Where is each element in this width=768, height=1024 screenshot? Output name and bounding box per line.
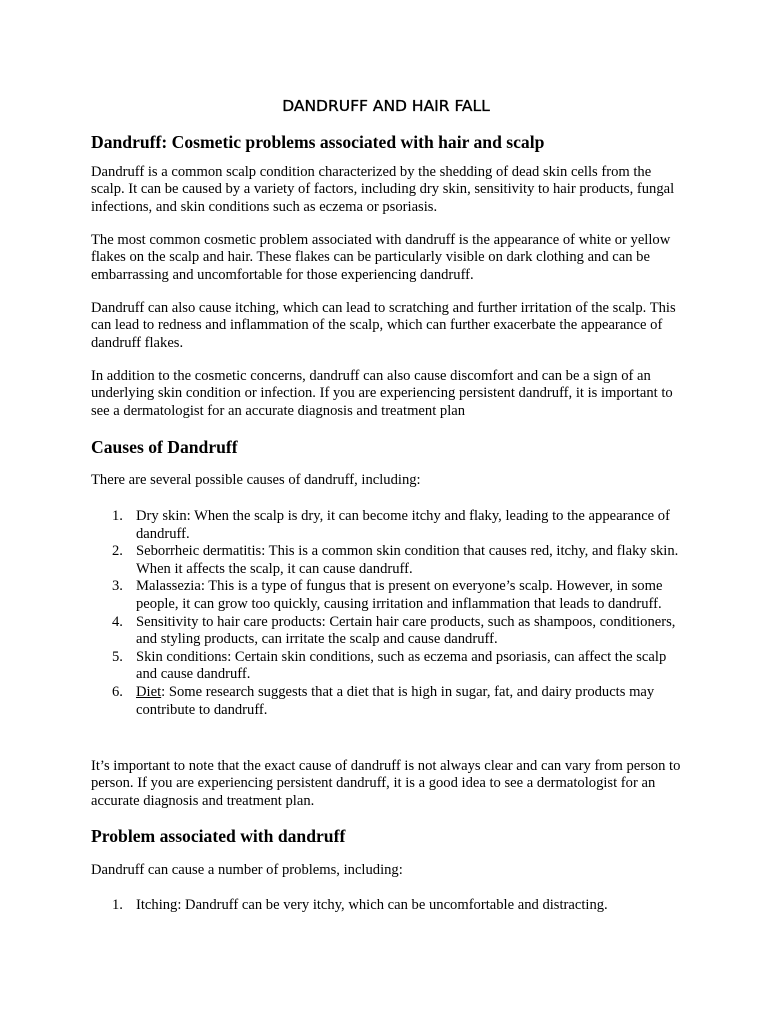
paragraph: It’s important to note that the exact cause of dandruff is not always clear and can vary from person to person. If you are experiencing persistent dandruff, it is a good idea to see a dermatologist for an accurate diagnosis and treatment plan.: [91, 758, 681, 809]
list-item-text: Itching: Dandruff can be very itchy, which can be uncomfortable and distracting.: [136, 897, 608, 913]
causes-list: [91, 508, 681, 719]
list-item: [91, 649, 681, 684]
problems-list: [91, 897, 681, 915]
paragraph: There are several possible causes of dandruff, including:: [91, 472, 421, 488]
document-title: DANDRUFF AND HAIR FALL: [282, 97, 490, 115]
list-number: 5.: [112, 648, 123, 665]
section-heading-causes: Causes of Dandruff: [91, 437, 238, 457]
list-item: [91, 578, 681, 613]
list-number: 6.: [112, 683, 123, 700]
list-item-text: : Some research suggests that a diet that is high in sugar, fat, and dairy products may contribute to dandruff.: [136, 683, 655, 718]
paragraph: Dandruff can also cause itching, which can lead to scratching and further irritation of the scalp. This can lead to redness and inflammation of the scalp, which can further exacerbate the appearance of dandruff flakes.: [91, 300, 676, 351]
list-number: 2.: [112, 543, 123, 560]
list-item-text: Dry skin: When the scalp is dry, it can become itchy and flaky, leading to the appearance of dandruff.: [136, 508, 670, 542]
list-number: 1.: [112, 508, 123, 524]
list-item-text: Seborrheic dermatitis: This is a common skin condition that causes red, itchy, and flaky skin. When it affects the scalp, it can cause dandruff.: [136, 543, 679, 577]
section-heading-problems: Problem associated with dandruff: [91, 826, 346, 846]
paragraph: The most common cosmetic problem associated with dandruff is the appearance of white or yellow flakes on the scalp and hair. These flakes can be particularly visible on dark clothing and can be embarrassing and uncomfortable for those experiencing dandruff.: [91, 232, 671, 283]
paragraph: Dandruff is a common scalp condition characterized by the shedding of dead skin cells from the scalp. It can be caused by a variety of factors, including dry skin, sensitivity to hair products, fungal infections, and skin conditions such as eczema or psoriasis.: [91, 164, 675, 215]
list-number: 1.: [112, 897, 123, 913]
list-item: [91, 508, 681, 543]
list-item-text: Sensitivity to hair care products: Certain hair care products, such as shampoos, conditioners, and styling products, can irritate the scalp and cause dandruff.: [136, 613, 676, 648]
list-item: [91, 543, 681, 578]
list-item: [91, 897, 681, 915]
diet-link-text: Diet: [136, 683, 162, 700]
paragraph: Dandruff can cause a number of problems, including:: [91, 862, 403, 878]
list-number: 3.: [112, 578, 123, 595]
list-item: [91, 614, 681, 649]
list-item-text: Malassezia: This is a type of fungus that is present on everyone’s scalp. However, in some people, it can grow too quickly, causing irritation and inflammation that leads to dandruff.: [136, 578, 663, 612]
list-item-text: Skin conditions: Certain skin conditions, such as eczema and psoriasis, can affect the scalp and cause dandruff.: [136, 648, 667, 683]
paragraph: In addition to the cosmetic concerns, dandruff can also cause discomfort and can be a sign of an underlying skin condition or infection. If you are experiencing persistent dandruff, it is important to see a dermatologist for an accurate diagnosis and treatment plan: [91, 368, 673, 419]
list-item: [91, 684, 681, 719]
list-number: 4.: [112, 613, 123, 630]
section-heading-cosmetic-problems: Dandruff: Cosmetic problems associated with hair and scalp: [91, 132, 545, 152]
